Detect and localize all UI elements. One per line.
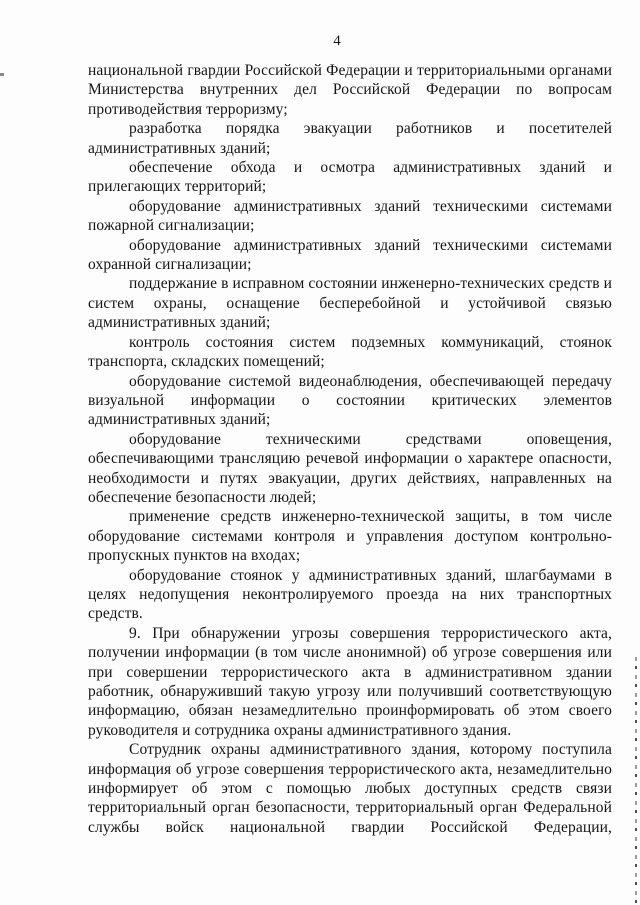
text-line: противодействия терроризму; xyxy=(88,100,288,118)
text-line: административных зданий; xyxy=(88,411,271,429)
text-line: информирует об этом с помощью любых доступных средств связи xyxy=(88,780,612,798)
document-body xyxy=(88,61,612,837)
text-line: 9. При обнаружении угрозы совершения террористического акта, xyxy=(129,624,612,642)
text-line: средств. xyxy=(88,605,143,623)
text-line: при совершении террористического акта в административном здании xyxy=(88,663,612,681)
scan-mark-right-dashes xyxy=(635,657,637,905)
text-line: обеспечение обхода и осмотра административных зданий и xyxy=(129,159,612,177)
text-line: оборудование административных зданий техническими системами xyxy=(129,236,612,254)
text-line: визуальной информации о состоянии критических элементов xyxy=(88,391,612,409)
text-line: прилегающих территорий; xyxy=(88,178,267,196)
text-line: обеспечивающими трансляцию речевой информации о характере опасности, xyxy=(88,450,612,468)
text-line: Сотрудник охраны административного здания, которому поступила xyxy=(129,741,612,759)
text-line: необходимости и путях эвакуации, других действиях, направленных на xyxy=(88,469,612,487)
text-line: административных зданий; xyxy=(88,139,271,157)
text-line: работник, обнаруживший такую угрозу или получивший соответствующую xyxy=(88,683,612,700)
text-line: оборудование административных зданий техническими системами xyxy=(129,197,612,215)
text-line: национальной гвардии Российской Федерации и территориальными органами xyxy=(88,62,612,79)
text-line: руководителя и сотрудника охраны административного здания. xyxy=(88,721,512,739)
text-line: службы войск национальной гвардии Российской Федерации, xyxy=(88,818,612,836)
text-line: информацию, обязан незамедлительно проинформировать об этом своего xyxy=(88,702,612,720)
text-line: поддержание в исправном состоянии инженерно-технических средств и xyxy=(129,275,612,293)
text-line: оборудование системой видеонаблюдения, обеспечивающей передачу xyxy=(129,372,612,390)
text-line: пожарной сигнализации; xyxy=(88,217,255,235)
paragraph xyxy=(88,274,612,332)
scan-mark-left xyxy=(0,73,4,76)
paragraph xyxy=(88,119,612,158)
paragraph xyxy=(88,372,612,430)
text-line: целях недопущения неконтролируемого проезда на них транспортных xyxy=(88,585,612,603)
page-number: 4 xyxy=(333,33,341,49)
text-line: получении информации (в том числе анонимной) об угрозе совершения или xyxy=(88,644,612,662)
paragraph xyxy=(88,197,612,236)
text-line: контроль состояния систем подземных коммуникаций, стоянок xyxy=(129,333,612,351)
text-line: разработка порядка эвакуации работников и посетителей xyxy=(129,120,612,138)
text-line: пропускных пунктов на входах; xyxy=(88,547,301,565)
paragraph xyxy=(88,566,612,624)
paragraph xyxy=(88,624,612,740)
text-line: территориальный орган безопасности, территориальный орган Федеральной xyxy=(88,799,612,817)
text-line: охранной сигнализации; xyxy=(88,256,252,274)
text-line: оборудование техническими средствами оповещения, xyxy=(129,430,612,448)
text-line: оборудование стоянок у административных зданий, шлагбаумами в xyxy=(129,566,612,584)
text-line: Министерства внутренних дел Российской Федерации по вопросам xyxy=(88,81,612,99)
paragraph xyxy=(88,158,612,197)
paragraph xyxy=(88,61,612,119)
text-line: обеспечение безопасности людей; xyxy=(88,488,317,506)
paragraph xyxy=(88,430,612,508)
text-line: применение средств инженерно-технической защиты, в том числе xyxy=(129,508,612,526)
paragraph xyxy=(88,740,612,837)
paragraph xyxy=(88,236,612,275)
paragraph xyxy=(88,333,612,372)
paragraph xyxy=(88,507,612,565)
text-line: систем охраны, оснащение бесперебойной и устойчивой связью xyxy=(88,294,612,312)
text-line: административных зданий; xyxy=(88,314,271,332)
text-line: оборудование системами контроля и управления доступом контрольно- xyxy=(88,527,612,545)
text-line: информация об угрозе совершения террористического акта, незамедлительно xyxy=(88,760,612,778)
text-line: транспорта, складских помещений; xyxy=(88,353,325,371)
